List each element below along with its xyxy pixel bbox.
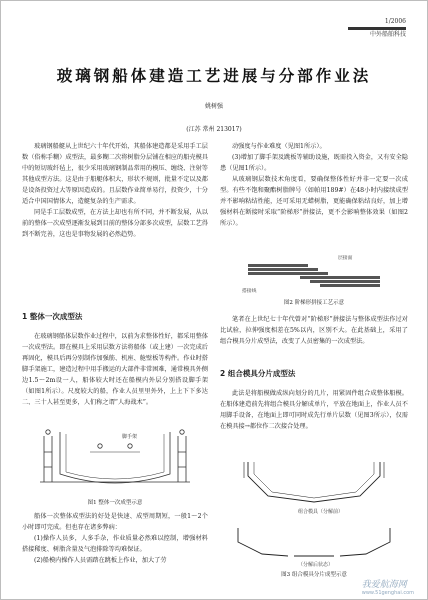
worker-figure — [98, 444, 102, 448]
body-paragraph: 笔者在上世纪七十年代曾对“阶梯形”拼接法与整体成型法作过对比试验，拉伸强度相差在5%以内，区别不大。在此基础上，采用了组合模具分片成型法，改变了人员密集的一次成型法。 — [220, 316, 408, 345]
body-paragraph: 船体一次整体成型法的好处是快速、成型周期短，一般1～2个小时即可完成。但也存在诸多弊病： — [22, 513, 208, 531]
header-rule — [348, 27, 406, 30]
figure-3-caption: 图3 组合模具分片成型示意 — [281, 572, 347, 578]
article-title: 玻璃钢船体建造工艺进展与分部作业法 — [56, 66, 372, 85]
worker-figure — [128, 444, 132, 448]
section-2-body — [220, 388, 408, 432]
assembled-mold-outline — [248, 462, 380, 502]
article-affiliation: (江苏 常州 213017) — [186, 126, 242, 133]
body-paragraph: 从玻璃钢层数技术角度看，要确保整体性好并非一定要一次成型。有些不饱和聚酯树脂牌号（如帕用189#）在48小时内接续成型并不影响粘结性能，还可采用无蜡树脂，更能确保粘结良好，加上增强材料在断接时采取“阶梯形”拼接法，更不会影响整体效果（如图2所示）。 — [220, 176, 408, 227]
section-2-heading: 2 组合模具分片成型法 — [220, 369, 296, 378]
body-paragraph: 此法是将船模做成纵向划分的几片，用紧固件组合成整体船模。在船体建造前先将组合模具分解成单片，平放在地面上，作业人员不用脚手设备，在地面上即可同时成先行单片层数（见图3所示），仅需在模具接→都位作二次接合处理。 — [220, 390, 408, 430]
fig2-label-joint-line: 搭接线 — [242, 289, 257, 294]
laminate-layer — [248, 272, 328, 275]
body-paragraph: (3)增加了脚手架及跳板等辅助设施，既需投入资金，又有安全隐患（见图1所示）。 — [220, 154, 408, 172]
figure-2-caption: 图2 阶梯形拼接工艺示意 — [283, 300, 345, 306]
journal-name: 中外船舶科技 — [369, 31, 406, 38]
section-1-heading: 1 整体一次成型法 — [22, 312, 83, 321]
fig2-label-joint-face: 层接面 — [338, 256, 353, 261]
laminate-layer — [248, 268, 318, 271]
scaffold-right — [178, 436, 186, 482]
laminate-layer — [300, 276, 380, 279]
watermark-url: www.51genghai.com — [361, 590, 414, 596]
scaffold-label: 脚手架 — [122, 434, 138, 440]
worker-figure — [46, 430, 50, 434]
fig3-label-split: （分解后状态） — [298, 562, 334, 568]
watermark-name: 我爱航海网 — [361, 580, 407, 590]
hull-mold — [60, 432, 170, 483]
issue-number: 1/2006 — [384, 18, 406, 25]
section-1-body — [22, 331, 208, 408]
assembled-mold-inner — [254, 462, 374, 498]
intro-paragraph: 同是手工层数成型，在方法上却也有所不同，并不断发展，从以前的整体一次成型逐渐发展到目前的整体分部多次成型，层数工艺得到不断完善，这也是事物发展的必然趋势。 — [22, 209, 208, 238]
laminate-layer — [320, 284, 380, 287]
left-intro — [22, 141, 208, 240]
worker-figure — [180, 430, 184, 434]
scaffold-left — [44, 436, 52, 482]
fig3-label-assembled: 组合模具（分解前） — [298, 509, 344, 515]
body-paragraph: 在玻璃钢船体层数作业过程中，以前为求整体性好，都采用整体一次成型法。即在模具上采用层数方法将船体（或上建）一次完成后再固化，模具后再分别制作加强筋、机座、舱壁板等构件。作业时搭脚手架施工，建造过程中用手搬运的大部件非常困难，通常模具外侧边1.5～2m设一人，船体较大时还在船模内外层分别搭设脚手架（如图1所示）。尺度较大的船，作业人员里里外外，上上下下多达二、三十人甚至更多，人们称之谓“人海战术”。 — [22, 333, 208, 406]
laminate-layer — [248, 264, 308, 267]
issue-header — [348, 18, 406, 39]
figure-1-caption: 图1 整体一次成型示意 — [87, 500, 143, 506]
hull-shell — [66, 434, 164, 479]
figure-1-scaffold-diagram — [30, 422, 200, 494]
right-mid — [220, 314, 408, 347]
mold-piece-right — [340, 528, 390, 556]
site-watermark — [362, 577, 414, 596]
right-top — [220, 141, 408, 229]
body-paragraph: 动强度与作业难度（见图1所示）。 — [232, 143, 326, 150]
intro-paragraph: 玻璃钢船艇从上世纪六十年代开始，其船体建造都是采用手工层数（俗称手糊）成型法，最多糊二次将树脂分层铺在相应的船壳模具中的短切玻纤毡上，很少采用玻璃钢制品常用的模压、缠绕、注射等其他成型方法。这是由于船艇体积大，形状不规则，批量不定以及都是设备投资过大等原因造成的。且层数作业简单易行，投资少，十分适合中国国情体大，造艇复杂的生产需求。 — [22, 143, 208, 205]
section-1-after — [22, 511, 208, 566]
article-author: 姚树强 — [204, 103, 223, 110]
body-paragraph: (2)船模内操作人员需踏在跳板上作业，加大了劳 — [34, 557, 167, 564]
figure-2-step-joint-diagram — [238, 250, 388, 294]
mold-piece-left — [238, 528, 288, 556]
laminate-layer — [310, 280, 380, 283]
figure-3-split-mold-diagram — [228, 458, 400, 568]
mold-flange — [244, 462, 384, 478]
body-paragraph: (1)操作人员多，人多手杂，作业质量必然难以控制，增强材料搭接稀度、树脂含量及气泡排除等均难保证。 — [22, 535, 208, 553]
